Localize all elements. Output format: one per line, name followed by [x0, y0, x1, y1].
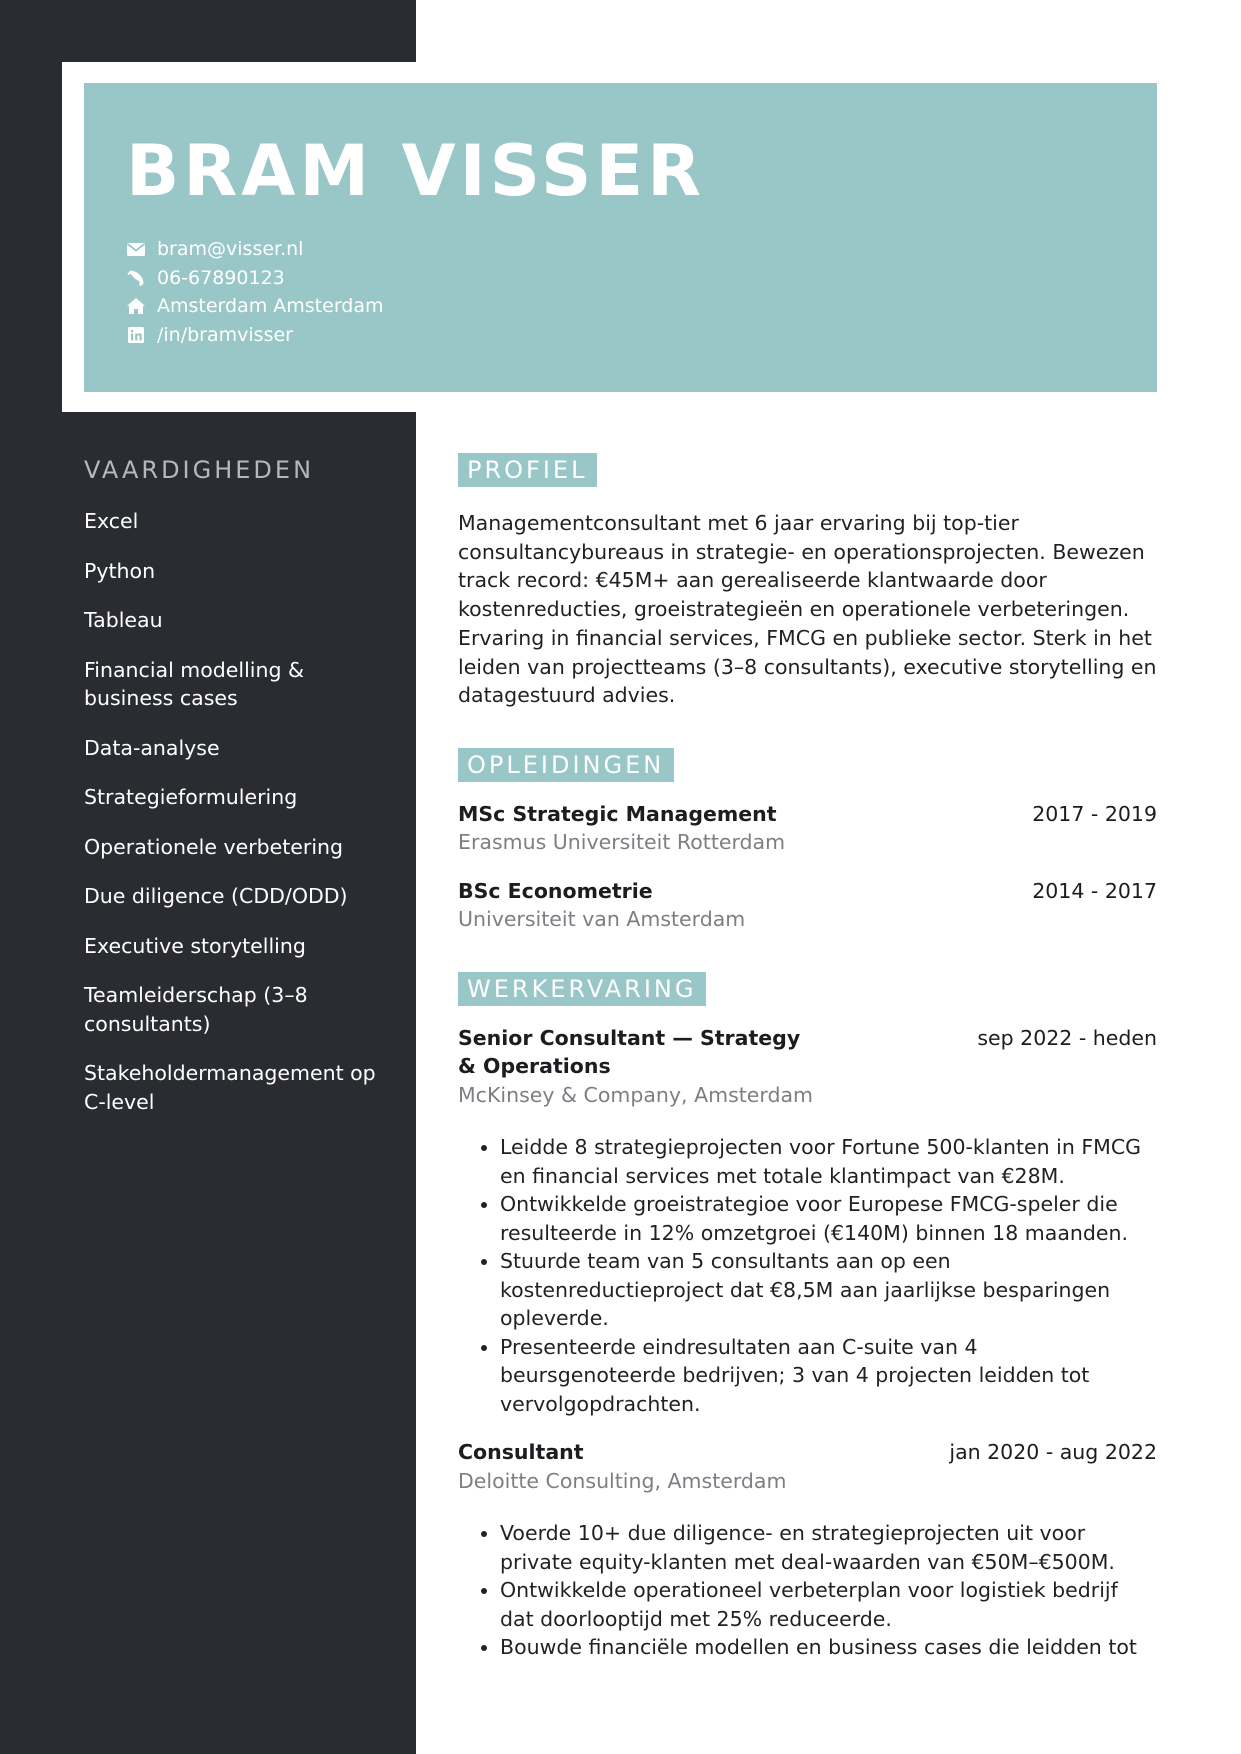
phone-text: 06-67890123 [157, 266, 285, 289]
skill-item: Tableau [84, 608, 163, 632]
education-entry [458, 800, 1157, 857]
education-entry [458, 877, 1157, 934]
profile-text: Managementconsultant met 6 jaar ervaring bij top-tier consultancybureaus in strategie- en operationsprojecten. Bewezen track record: €45M+ aan gerealiseerde klantwaarde door kostenreducties, groeistrategieën en operationele verbeteringen. Ervaring in financial services, FMCG en publieke sector. Sterk in het leiden van projectteams (3–8 consultants), executive storytelling en datagestuurd advies. [458, 511, 1157, 708]
skill-item: Python [84, 558, 156, 583]
job-entry [458, 1438, 1157, 1662]
experience-title: WERKERVARING [458, 972, 706, 1006]
main-content [458, 453, 1157, 1662]
skills-title: VAARDIGHEDEN [84, 456, 315, 484]
skill-item: Due diligence (CDD/ODD) [84, 884, 348, 908]
bullet-item: • Presenteerde eindresultaten aan C-suite van 4 beursgenoteerde bedrijven; 3 van 4 projecten leidden tot vervolgopdrachten. [500, 1333, 1157, 1419]
education-title: OPLEIDINGEN [458, 748, 674, 782]
contact-linkedin[interactable] [126, 321, 384, 350]
school-name: Universiteit van Amsterdam [458, 907, 746, 932]
contact-email[interactable] [126, 235, 384, 264]
skill-item: Data-analyse [84, 735, 220, 760]
education-section [458, 748, 1157, 934]
linkedin-text: /in/bramvisser [157, 323, 293, 346]
skill-item: Executive storytelling [84, 933, 306, 958]
school-name: Erasmus Universiteit Rotterdam [458, 830, 786, 855]
bullet-item: • Ontwikkelde operationeel verbeterplan voor logistiek bedrijf dat doorlooptijd met 25% reduceerde. [500, 1576, 1157, 1633]
bullet-item: • Voerde 10+ due diligence- en strategieprojecten uit voor private equity-klanten met deal-waarden van €50M–€500M. [500, 1519, 1157, 1576]
skill-item: Excel [84, 509, 139, 533]
bullet-item: • Leidde 8 strategieprojecten voor Fortune 500-klanten in FMCG en financial services met totale klantimpact van €28M. [500, 1133, 1157, 1190]
skill-item: Teamleiderschap (3–8 consultants) [84, 983, 308, 1036]
email-text: bram@visser.nl [157, 238, 304, 261]
degree-title: MSc Strategic Management [458, 801, 777, 826]
header-banner [84, 83, 1157, 392]
skills-section [84, 455, 384, 1137]
candidate-name: BRAM VISSER [126, 130, 706, 212]
location-text: Amsterdam Amsterdam [157, 295, 384, 318]
profile-title: PROFIEL [458, 453, 597, 487]
skill-item: Operationele verbetering [84, 834, 344, 859]
job-entry [458, 1024, 1157, 1419]
skill-item: Strategieformulering [84, 785, 298, 809]
skill-item: Financial modelling & business cases [84, 657, 305, 710]
job-role: Senior Consultant — Strategy & Operations [458, 1025, 801, 1079]
job-company: Deloitte Consulting, Amsterdam [458, 1468, 787, 1493]
job-dates: jan 2020 - aug 2022 [949, 1440, 1157, 1465]
job-company: McKinsey & Company, Amsterdam [458, 1082, 814, 1107]
job-dates: sep 2022 - heden [977, 1025, 1157, 1050]
phone-icon [126, 268, 146, 288]
degree-title: BSc Econometrie [458, 878, 653, 903]
job-role: Consultant [458, 1440, 584, 1465]
education-dates: 2014 - 2017 [1032, 878, 1157, 903]
contact-phone[interactable] [126, 264, 384, 293]
job-bullets [458, 1133, 1157, 1418]
bullet-item: • Ontwikkelde groeistrategioe voor Europese FMCG-speler die resulteerde in 12% omzetgroei (€140M) binnen 18 maanden. [500, 1190, 1157, 1247]
bullet-item: • Bouwde financiële modellen en business cases die leidden tot [500, 1633, 1157, 1662]
education-dates: 2017 - 2019 [1032, 801, 1157, 826]
job-bullets [458, 1519, 1157, 1662]
linkedin-icon [126, 325, 146, 345]
experience-section [458, 972, 1157, 1662]
bullet-item: • Stuurde team van 5 consultants aan op een kostenreductieproject dat €8,5M aan jaarlijkse besparingen opleverde. [500, 1247, 1157, 1333]
contact-list [126, 235, 384, 349]
home-icon [126, 296, 146, 316]
profile-section [458, 453, 1157, 710]
envelope-icon [126, 239, 146, 259]
contact-location [126, 292, 384, 321]
skill-item: Stakeholdermanagement op C-level [84, 1061, 376, 1114]
